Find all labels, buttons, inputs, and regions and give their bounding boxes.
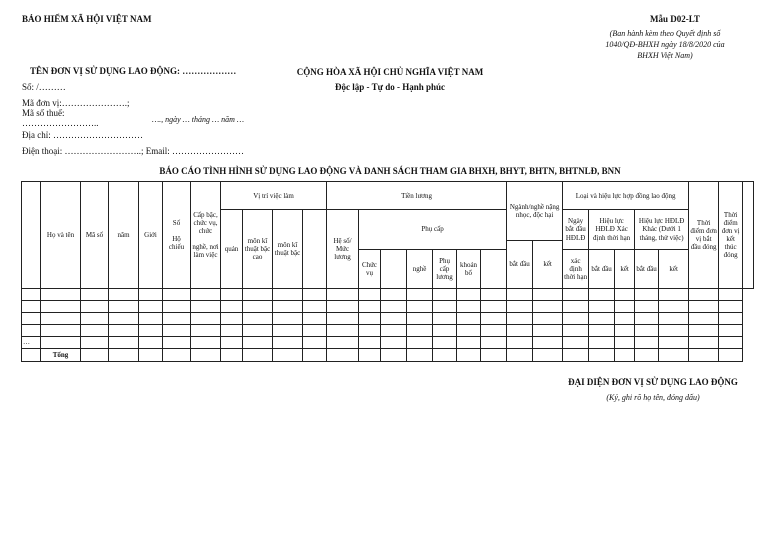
motto: Độc lập - Tự do - Hạnh phúc — [334, 82, 445, 92]
header-allow-blank — [381, 249, 407, 288]
header-other-start: bắt đầu — [635, 249, 659, 288]
header-allow-blank-2 — [481, 249, 507, 288]
header-coef: Hệ số/ Mức lương — [327, 210, 359, 289]
table-row-ellipsis — [22, 336, 754, 348]
signature-title: ĐẠI DIỆN ĐƠN VỊ SỬ DỤNG LAO ĐỘNG — [568, 377, 738, 387]
header-allow-job: nghề — [407, 249, 433, 288]
employer-name: TÊN ĐƠN VỊ SỬ DỤNG LAO ĐỘNG: ……………… — [30, 66, 237, 76]
decree-line-2: 1040/QĐ-BHXH ngày 18/8/2020 của — [605, 40, 725, 49]
phone-email: Điện thoại: ……………………..; Email: …………………… — [22, 146, 244, 156]
header-hazard-end: kết — [533, 240, 563, 288]
header-allowance: Phụ cấp — [359, 210, 507, 249]
header-allow-salary: Phụ cấp lương — [433, 249, 457, 288]
col-index — [22, 182, 41, 289]
header-rank — [191, 182, 221, 289]
header-code: Mã số — [81, 182, 109, 289]
ellipsis-cell: … — [22, 336, 41, 348]
col-extra — [743, 182, 754, 289]
employee-table — [21, 181, 754, 362]
header-contract-indef: xác định thời hạn — [563, 249, 589, 288]
agency-name: BẢO HIỂM XÃ HỘI VIỆT NAM — [22, 14, 152, 24]
header-id — [163, 182, 191, 289]
header-job-manager: quản — [221, 210, 243, 289]
table-row-total — [22, 348, 754, 361]
unit-code: Mã đơn vị:………………….; — [22, 98, 130, 108]
table-row — [22, 324, 754, 336]
header-time-end: Thời điểm đơn vị kết thúc đóng — [719, 182, 743, 289]
header-salary: Tiền lương — [327, 182, 507, 210]
table-row — [22, 312, 754, 324]
header-job-high: môn kĩ thuật bậc cao — [243, 210, 273, 289]
signature-note: (Ký, ghi rõ họ tên, đóng dấu) — [606, 393, 700, 402]
header-hazard: Ngành/nghề nặng nhọc, độc hại — [507, 182, 563, 241]
header-contract-start: Ngày bắt đầu HĐLĐ — [563, 210, 589, 249]
tax-code: Mã số thuế: — [22, 108, 65, 118]
header-allow-position: Chức vụ — [359, 249, 381, 288]
form-code: Mẫu D02-LT — [650, 14, 700, 24]
header-fixed-end: kết — [615, 249, 635, 288]
doc-number: Số: /……… — [22, 82, 66, 92]
header-job-mid: môn kĩ thuật bậc — [273, 210, 303, 289]
report-title: BÁO CÁO TÌNH HÌNH SỬ DỤNG LAO ĐỘNG VÀ DANH SÁCH THAM GIA BHXH, BHYT, BHTN, BHTNLĐ, BNN — [159, 166, 621, 176]
address: Địa chỉ: ………………………… — [22, 130, 143, 140]
header-hazard-start: bắt đầu — [507, 240, 533, 288]
total-label: Tổng — [41, 348, 81, 361]
decree-line-1: (Ban hành kèm theo Quyết định số — [609, 29, 721, 38]
header-job: Vị trí việc làm — [221, 182, 327, 210]
header-rank-2: nghề, nơi làm việc — [192, 242, 219, 260]
header-job-other — [303, 210, 327, 289]
header-rank-1: Cấp bậc, chức vụ, chức — [193, 210, 218, 235]
header-contract-other: Hiệu lực HĐLĐ Khác (Dưới 1 tháng, thử việc) — [635, 210, 689, 249]
header-id-2: Hộ chiếu — [168, 234, 185, 251]
header-name: Họ và tên — [41, 182, 81, 289]
date-line: …., ngày … tháng … năm … — [152, 115, 245, 124]
table-row — [22, 300, 754, 312]
header-other-end: kết — [659, 249, 689, 288]
republic-title: CỘNG HÒA XÃ HỘI CHỦ NGHĨA VIỆT NAM — [296, 67, 484, 77]
header-year: năm — [109, 182, 139, 289]
header-allow-other: khoản bổ — [457, 249, 481, 288]
header-time-start: Thời điểm đơn vị bắt đầu đóng — [689, 182, 719, 289]
header-contract: Loại và hiệu lực hợp đồng lao động — [563, 182, 689, 210]
tax-code-dots: …………………….. — [22, 118, 99, 128]
header-gender: Giới — [139, 182, 163, 289]
header-contract-fixed: Hiệu lực HĐLĐ Xác định thời hạn — [589, 210, 635, 249]
header-id-1: Số — [172, 218, 181, 227]
table-row — [22, 288, 754, 300]
decree-line-3: BHXH Việt Nam) — [637, 51, 693, 60]
header-fixed-start: bắt đầu — [589, 249, 615, 288]
